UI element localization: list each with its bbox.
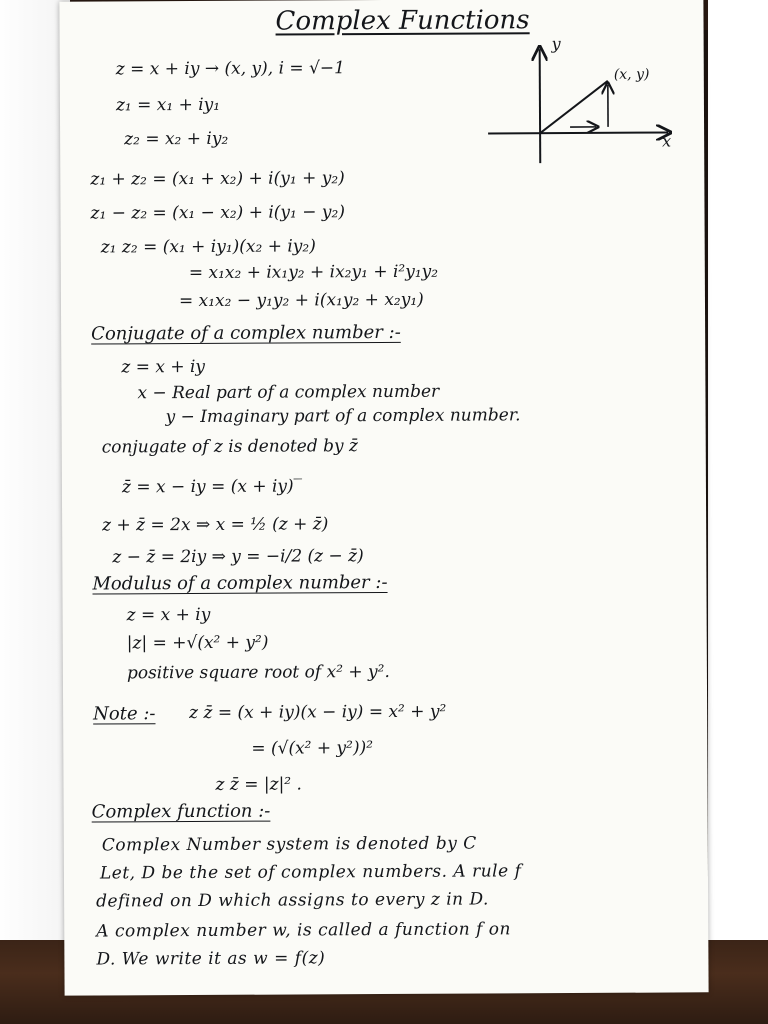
sum-line: z₁ + z₂ = (x₁ + x₂) + i(y₁ + y₂) [90,168,345,190]
y-axis [540,49,541,163]
conjugate-heading: Conjugate of a complex number :- [91,321,401,345]
conjugate-formula-line: z̄ = x − iy = (x + iy)‾ [121,476,303,498]
complex-function-heading: Complex function :- [91,800,271,823]
note-product-line: z z̄ = (x + iy)(x − iy) = x² + y² [189,701,447,724]
definition-line-1: Complex Number system is denoted by C [101,833,477,856]
difference-line: z₁ − z₂ = (x₁ − x₂) + i(y₁ − y₂) [90,202,345,224]
product-result-line: = x₁x₂ − y₁y₂ + i(x₁y₂ + x₂y₁) [178,289,424,312]
definition-line-3: defined on D which assigns to every z in D. [96,889,489,912]
real-part-formula-line: z + z̄ = 2x ⇒ x = ½ (z + z̄) [102,514,329,536]
modulus-description-line: positive square root of x² + y². [126,661,390,684]
note-sqrt-line: = (√(x² + y²))² [251,738,374,759]
x-axis [488,133,668,134]
note-label: Note :- [93,703,156,725]
notebook-page [59,0,708,996]
conjugate-notation-line: conjugate of z is denoted by z̄ [101,436,359,458]
page-title: Complex Functions [275,5,530,37]
radius-vector [540,81,608,133]
z1-definition-line: z₁ = x₁ + iy₁ [115,94,221,116]
background-right [708,0,768,1024]
definition-line-4: A complex number w, is called a function f on [96,919,512,942]
modulus-heading: Modulus of a complex number :- [92,571,388,595]
coordinate-diagram [478,34,679,165]
imaginary-part-formula-line: z − z̄ = 2iy ⇒ y = −i/2 (z − z̄) [112,546,364,568]
x-axis-label: x [662,131,672,151]
conjugate-z-line: z = x + iy [121,356,206,378]
modulus-formula-line: |z| = +√(x² + y²) [126,632,269,654]
y-axis-label: y [551,34,561,54]
real-part-line: x − Real part of a complex number [137,381,440,404]
modulus-z-line: z = x + iy [126,604,211,626]
definition-line-5: D. We write it as w = f(z) [96,948,326,970]
product-line: z₁ z₂ = (x₁ + iy₁)(x₂ + iy₂) [100,236,316,258]
z-definition-line: z = x + iy → (x, y), i = √−1 [115,58,346,80]
definition-line-2: Let, D be the set of complex numbers. A rule f [99,861,522,884]
product-expansion-line: = x₁x₂ + ix₁y₂ + ix₂y₁ + i²y₁y₂ [188,261,439,284]
imaginary-part-line: y − Imaginary part of a complex number. [165,405,521,428]
note-result-line: z z̄ = |z|² . [215,774,302,795]
z2-definition-line: z₂ = x₂ + iy₂ [124,128,229,150]
point-label: (x, y) [613,66,650,83]
